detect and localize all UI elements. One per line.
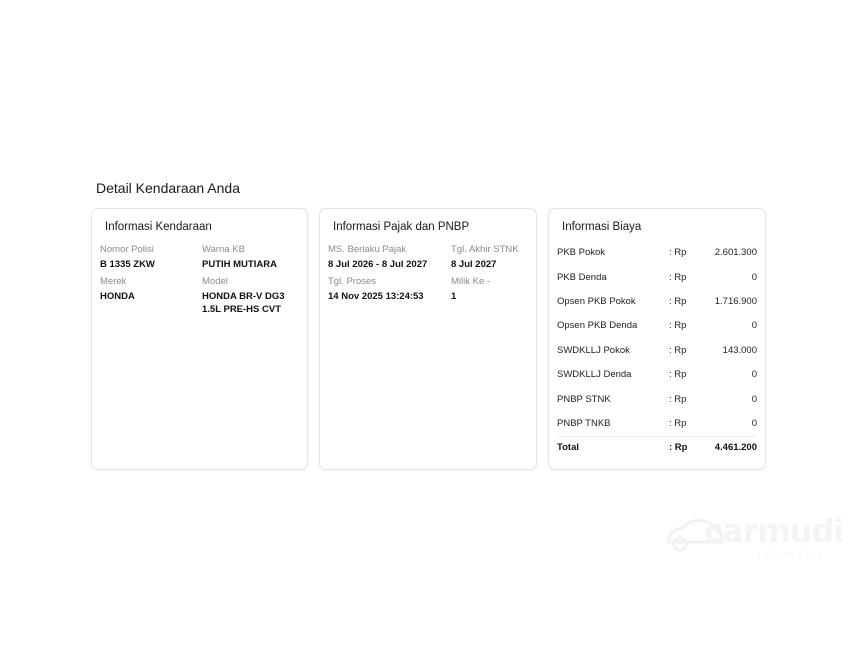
cost-name: Opsen PKB Pokok [557,296,636,307]
cost-amount: 0 [751,418,757,429]
cost-currency: : Rp [669,345,687,356]
field-label: Warna KB [202,244,245,255]
tax-info-title: Informasi Pajak dan PNBP [333,221,470,233]
field-merek [100,276,135,303]
cost-currency: : Rp [669,320,687,331]
cost-row-swdkllj-pokok [557,345,757,359]
cost-currency: : Rp [669,418,687,429]
cost-row-pnbp-stnk [557,394,757,408]
field-label: Milik Ke - [451,276,491,287]
field-value: B 1335 ZKW [100,259,155,270]
vehicle-info-title: Informasi Kendaraan [105,221,212,233]
cost-row-pkb-denda [557,272,757,286]
field-value: PUTIH MUTIARA [202,259,277,270]
cost-currency: : Rp [669,296,687,307]
cost-amount: 143.000 [722,345,757,356]
cost-amount: 0 [751,272,757,283]
cost-amount: 2.601.300 [714,247,757,258]
cost-name: PNBP TNKB [557,418,611,429]
field-label: Nomor Polisi [100,244,154,255]
watermark-sub: INDONESIA [758,550,826,560]
cost-name: SWDKLLJ Pokok [557,345,630,356]
cost-currency: : Rp [669,369,687,380]
vehicle-info-card [91,208,308,470]
field-warna-kb [202,244,277,271]
cost-name: PNBP STNK [557,394,611,405]
cost-row-pkb-pokok [557,247,757,261]
field-label: Model [202,276,228,287]
watermark-brand: carmudi [704,512,844,550]
cost-name: PKB Pokok [557,247,606,258]
page-title: Detail Kendaraan Anda [96,180,240,196]
field-value: HONDA BR-V DG3 1.5L PRE-HS CVT [202,291,285,315]
cost-amount: 0 [751,320,757,331]
field-tgl-akhir-stnk [451,244,519,271]
tax-info-card [319,208,537,470]
field-value: 8 Jul 2027 [451,259,497,270]
field-label: Tgl. Proses [328,276,377,287]
cost-info-title: Informasi Biaya [562,221,642,233]
total-amount: 4.461.200 [714,442,757,453]
field-value: 14 Nov 2025 13:24:53 [328,291,424,302]
field-milik-ke [451,276,490,303]
cost-amount: 1.716.900 [714,296,757,307]
cost-row-opsen-pkb-denda [557,320,757,334]
cost-amount: 0 [751,394,757,405]
carmudi-watermark [664,512,844,564]
cost-currency: : Rp [669,394,687,405]
cost-amount: 0 [751,369,757,380]
cost-row-opsen-pkb-pokok [557,296,757,310]
cost-name: Opsen PKB Denda [557,320,638,331]
cost-currency: : Rp [669,442,688,453]
field-model [202,276,302,316]
field-value: HONDA [100,291,135,302]
field-value: 1 [451,291,457,302]
cost-info-card [548,208,766,470]
cost-name: PKB Denda [557,272,607,283]
cost-currency: : Rp [669,247,687,258]
cost-row-total [557,442,757,456]
total-label: Total [557,442,579,453]
cost-row-swdkllj-denda [557,369,757,383]
field-value: 8 Jul 2026 - 8 Jul 2027 [328,259,428,270]
total-divider [557,436,757,437]
field-label: Tgl. Akhir STNK [451,244,519,255]
field-label: MS. Berlaku Pajak [328,244,407,255]
cost-currency: : Rp [669,272,687,283]
field-tgl-proses [328,276,424,303]
field-nomor-polisi [100,244,155,271]
cost-name: SWDKLLJ Denda [557,369,632,380]
field-label: Merek [100,276,127,287]
field-masa-berlaku-pajak [328,244,427,271]
cost-row-pnbp-tnkb [557,418,757,432]
